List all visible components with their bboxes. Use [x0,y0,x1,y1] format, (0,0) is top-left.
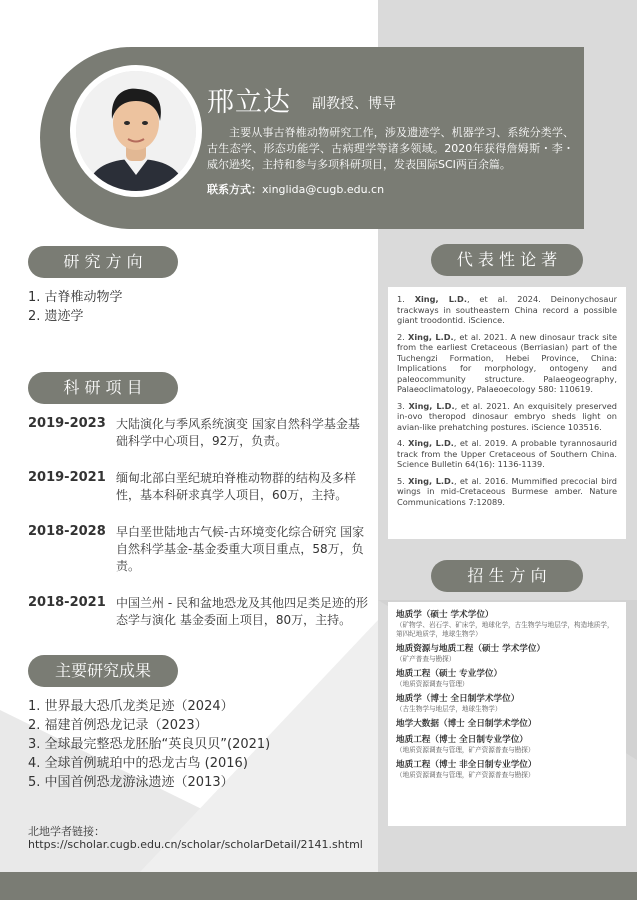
paper-author: Xing, L.D. [408,400,455,411]
person-title: 副教授、博导 [312,96,396,112]
paper-text: , et al. 2021. A new dinosaur track site from the earliest Cretaceous (Berriasian) part of the Tuchengzi Formation, Hebei Province, China: Implications for morphology, ontogeny and paleocommunity structure. Palaeogeography, Palaeoclimatology, Palaeoecology 580: 110619. [397,331,617,394]
list-item: 2. 遗迹学 [28,309,84,324]
paper-item [397,401,617,433]
paper-author: Xing, L.D. [408,438,454,448]
program-detail: （古生物学与地层学，地球生物学） [396,705,502,713]
paper-text: , et al. 2019. A probable tyrannosaurid track from the Upper Cretaceous of Southern China. Science Bulletin 64(16): 1136-1139. [397,438,617,469]
program-item [396,693,618,714]
list-item: 5. 中国首例恐龙游泳遗迹（2013） [28,775,234,790]
program-item [396,718,618,730]
project-desc: 中国兰州 - 民和盆地恐龙及其他四足类足迹的形态学与演化 基金委面上项目，80万，主持。 [116,596,368,627]
paper-item [397,476,617,508]
project-desc: 大陆演化与季风系统演变 国家自然科学基金基础科学中心项目，92万，负责。 [116,417,360,448]
footer-bar [0,872,637,900]
program-item [396,609,618,639]
list-item: 1. 古脊椎动物学 [28,290,123,305]
program-title: 地质工程（博士 全日制专业学位） [396,735,528,745]
person-intro: 主要从事古脊椎动物研究工作，涉及遗迹学、机器学习、系统分类学、古生态学、形态功能学、古病理学等诸多领域。2020年获得詹姆斯・李・威尔逊奖，主持和参与多项科研项目，发表国际SCI两百余篇。 [207,126,574,171]
program-detail: （矿产普查与勘探） [396,655,456,663]
scholar-link-label: 北地学者链接： [28,825,105,838]
list-item: 3. 全球最完整恐龙胚胎“英良贝贝”(2021) [28,737,271,752]
list-item: 4. 全球首例琥珀中的恐龙古鸟 (2016) [28,756,248,771]
project-years: 2018-2028 [28,524,106,539]
contact-label: 联系方式： [207,183,262,196]
section-research-heading: 研 究 方 向 [28,246,178,278]
program-title: 地质资源与地质工程（硕士 学术学位） [396,644,546,654]
list-item: 1. 世界最大恐爪龙类足迹（2024） [28,699,234,714]
project-years: 2019-2021 [28,470,106,485]
paper-author: Xing, L.D. [414,294,467,304]
program-item [396,668,618,689]
program-title: 地质学（博士 全日制学术学位） [396,694,520,704]
project-years: 2018-2021 [28,595,106,610]
contact-email[interactable]: xinglida@cugb.edu.cn [262,183,385,196]
program-title: 地质工程（硕士 专业学位） [396,669,503,679]
person-name: 邢立达 [207,87,291,118]
program-title: 地学大数据（博士 全日制学术学位） [396,719,537,729]
paper-number: 1. [397,294,415,304]
list-item: 2. 福建首例恐龙记录（2023） [28,718,208,733]
paper-author: Xing, L.D. [408,331,454,342]
paper-item [397,294,617,326]
section-projects-heading: 科 研 项 目 [28,372,178,404]
program-title: 地质工程（博士 非全日制专业学位） [396,760,537,770]
scholar-link[interactable]: https://scholar.cugb.edu.cn/scholar/scholarDetail/2141.shtml [28,838,363,851]
program-detail: （地质资源调查与管理） [396,680,469,688]
paper-text: , et al. 2016. Mummified precocial bird wings in mid-Cretaceous Burmese amber. Nature Communications 7:12089. [397,475,617,507]
results-list [28,697,270,792]
section-papers-heading: 代 表 性 论 著 [431,244,583,276]
research-list [28,288,123,326]
contact-line [207,181,384,197]
avatar [76,71,196,191]
program-detail: （地质资源调查与管理，矿产资源普查与勘探） [396,771,535,779]
program-detail: （矿物学、岩石学、矿床学，地球化学，古生物学与地层学，构造地质学，第四纪地质学，地球生物学） [396,621,614,638]
program-item [396,643,618,664]
project-desc: 早白垩世陆地古气候-古环境变化综合研究 国家自然科学基金-基金委重大项目重点，58万，负责。 [116,525,365,573]
paper-author: Xing, L.D. [408,475,454,486]
section-enrollment-heading: 招 生 方 向 [431,560,583,592]
paper-item [397,332,617,395]
program-title: 地质学（硕士 学术学位） [396,610,494,620]
paper-number: 2. [397,331,409,342]
program-item [396,734,618,755]
enrollment-panel [388,602,626,826]
papers-panel [388,287,626,539]
program-detail: （地质资源调查与管理，矿产资源普查与勘探） [396,746,535,754]
section-results-heading: 主要研究成果 [28,655,178,687]
paper-number: 3. [397,400,409,411]
paper-text: , et al. 2021. An exquisitely preserved in-ovo theropod dinosaur embryo sheds light on avian-like prehatching postures. iScience 103516. [397,400,617,432]
paper-number: 4. [397,438,409,448]
program-item [396,759,618,780]
paper-number: 5. [397,475,409,486]
paper-text: , et al. 2024. Deinonychosaur trackways in southeastern China record a possible giant troodontid. iScience. [397,294,618,325]
paper-item [397,438,617,470]
project-years: 2019-2023 [28,416,106,431]
project-desc: 缅甸北部白垩纪琥珀脊椎动物群的结构及多样性，基本科研求真学人项目，60万，主持。 [116,471,357,502]
